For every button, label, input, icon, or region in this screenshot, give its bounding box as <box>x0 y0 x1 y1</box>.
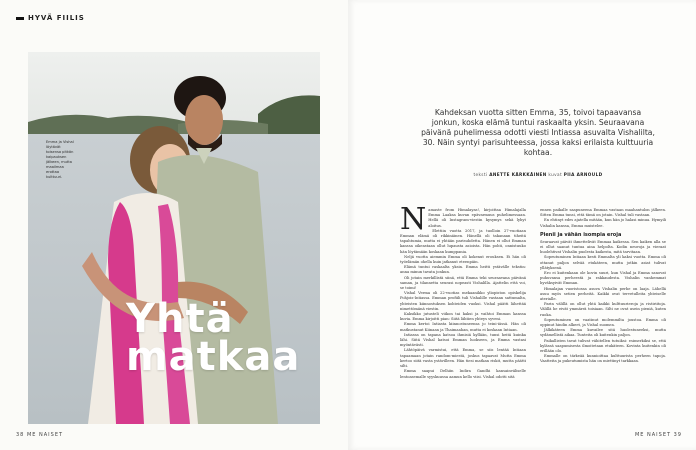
first-paragraph-text: amaste from Himalayas!, kirjoittaa Himalajalla Emma Laaksa kuvan epävarmuus puhelimessaan. Hellä oli Instagram-viestin kysymys sekä lyhyt aloitus. <box>428 208 526 228</box>
article-paragraph: Elämä tuntui raskaalta yksin. Emma heitti ystävälle tekstin: anna minun tavata jonkun. <box>400 265 526 275</box>
article-column-1 <box>400 202 526 380</box>
article-paragraph: Kaksikko jutusteli viikon tai kaksi ja vaihtoi Emman kanssa kuvia. Emma kirjoitti pian: Siitä lähtien yhteys syveni. <box>400 312 526 322</box>
article-paragraph: Emma saapui Delhiin Indira Gandhi kansainväliselle lentoasemalle syyskuussa aamun kello viisi. Vishal odotti sitä <box>400 369 526 379</box>
byline-text-label: teksti <box>473 172 488 177</box>
article-paragraph: Paikallisten tavat tulivat vähitellen tutuiksi: esimerkiksi se, että kylässä saapumisesta ilmoitetaan etukäteen. Kovinta kuitenkin oli erillään olo. <box>540 338 666 354</box>
article-paragraph: ennen paikalle saapuneena Emmaa vastaan maahantulon jälkeen. Sitten Emma tunsi, että tämä on jotain. Vishal tuli vastaan. <box>540 208 666 218</box>
article-paragraph: Himalajan vuoristossa asuva Vishalin perhe on laaja. Lähellä asuu myös setien perheitä. Kaikki ovat tervetulleita yhteiselle aterialle. <box>540 286 666 302</box>
byline-photo-label: kuvat <box>548 172 563 177</box>
article-paragraph: Oli jotain merkillistä siinä, että Emma teki seuraavana päivänä saman, ja tilannetta seurasi nopeasti Vishalilla. Ajattelin että voi, se toimi! <box>400 275 526 291</box>
byline-author: ANETTE KÄRKKÄINEN <box>489 172 547 177</box>
article-paragraph: Neljä vuotta aiemmin Emma oli kokenut erouksen. Ei hän oli työelämän ohella kuin jatkanut eteenpäin. <box>400 254 526 265</box>
article-paragraph: Emma kertoi Intiasta kiinnostuneensa jo teini-iässä. Hän oli matkustanut Kiinaan ja Thaimaahan, mutta ei koskaan Intiaan. <box>400 322 526 332</box>
article-paragraph: Vishal Verma oli 22-vuotias mekaanikko yliopiston opiskelija Pohjois-Intiassa. Emman profiili tuli Vishalille vastaan sattumalta, yhteisten kiinnostuksen kohteiden vuoksi. Vishal päätti lähettää nimettömänä viestin. <box>400 291 526 311</box>
photo-caption: Emma ja Vishal löytävät toisensa pitkän kaipauksen jälkeen, mutta maailmaa erottaa kulttuuri. <box>46 140 74 179</box>
article-paragraph: Lähtöpäivä varmistui, että Emma, se siis lentää Intiaan tapaamaan jotain random-miestä, joskus tapaavat Mutta Emma kertoo siitä vasta ystävilleen. Hän tiesi matkan riskit, mutta päätti silti. <box>400 348 526 369</box>
section-label: HYVÄ FIILIS <box>28 14 85 22</box>
article-first-paragraph <box>400 202 526 237</box>
drop-cap: N <box>400 202 427 237</box>
folio-right: ME NAISET 39 <box>634 432 682 438</box>
article-column-2 <box>540 208 666 365</box>
article-paragraph: Jälkikäteen Emma kuvailee sitä huolestuneeksi, mutta sydämellistä aikaa. Tunteita oli kuitenkin paljon. <box>540 328 666 338</box>
article-paragraph: Ero ei kuitenkaan ole kovin suuri, kun Vishal ja Emma sanovat puhuvansa perheestä ja rakkaudesta. Vishalin vanhemmat hyväksyivät Emman. <box>540 271 666 286</box>
article-subheading: Pienii ja vähän isompia eroja <box>540 231 622 238</box>
headline-line-1: Yhtä <box>126 296 234 342</box>
article-paragraph: Seuraavat päivät ihmettelivät Emmaa kaikessa. Sen kaiken alla se ei ollut saanut tuntua aina helpolta. Kodin neuvoja ja vieraat huolehtivat Vishalin puolesta kaikesta, mitä tarvitaan. <box>540 239 666 255</box>
article-paragraph: Emmalle on tärkeää kunnioittaa kulttuurista perheen tapoja. Vaatteita ja pukeutumista hän on miettinyt tarkkaan. <box>540 354 666 364</box>
lead-paragraph: Kahdeksan vuotta sitten Emma, 35, toivoi tapaavansa jonkun, koska elämä tuntui raskaalta yksin. Seuraavana päivänä puhelimessa odotti viesti Intiassa asuvalta Vishalilta, 30. Näin syntyi parisuhteessa, jossa kaksi erilaista kulttuuria kohtaa. <box>421 108 655 157</box>
article-paragraph: Sopeutuminen on vaatinut molemmilta joustoa. Emma oli oppinut hindin alkeet, ja Vishal suomea. <box>540 317 666 328</box>
folio-left: 38 ME NAISET <box>16 432 64 438</box>
byline <box>420 172 656 177</box>
headline <box>126 296 326 380</box>
headline-line-2: matkaa <box>126 334 301 380</box>
article-paragraph: Sopeutuminen Intiaan kesti Emmalta yli kaksi vuotta. Emma oli ottanut paljon selvää etukäteen, mutta jotkin asiat tulivat yllätyksenä. <box>540 255 666 270</box>
byline-photographer: PIIA ARNOULD <box>563 172 603 177</box>
article-paragraph: Parin välillä on ollut yhtä kaikki kulttuurieroja ja ristiriitoja. Välillä he eivät ymmärrä toisiaan. Silti ne ovat usein pieniä, kuten ruoka. <box>540 302 666 317</box>
article-paragraph: En ehtinyt edes ajatella mitään, kun hän jo halasi minua. Hymyili Vishalin kanssa, Emma muistelee. <box>540 218 666 228</box>
article-paragraph: Elettiin vuotta 2017, ja tuolloin 27-vuotiaan Emman elämä oli rikkinäinen. Hänellä oli takanaan tiheitä tapahtumia, mutta ei yhtään parisuhdetta. Hänen ei ollut Emman kanssa oikeastaan ollut lupausta asioista. Hän pohti, onnistuuko hän löytämään koskaan kumppania. <box>400 228 526 254</box>
article-paragraph: Intiassa on tapana katsoa ihmisiä kyllään, tunsi heitä kuinka lähi. Siitä Vishal katsoi Emman luokseen, ja Emma vastasi myöntävästi. <box>400 332 526 348</box>
section-tag <box>16 14 85 22</box>
section-bar-icon <box>16 17 24 20</box>
